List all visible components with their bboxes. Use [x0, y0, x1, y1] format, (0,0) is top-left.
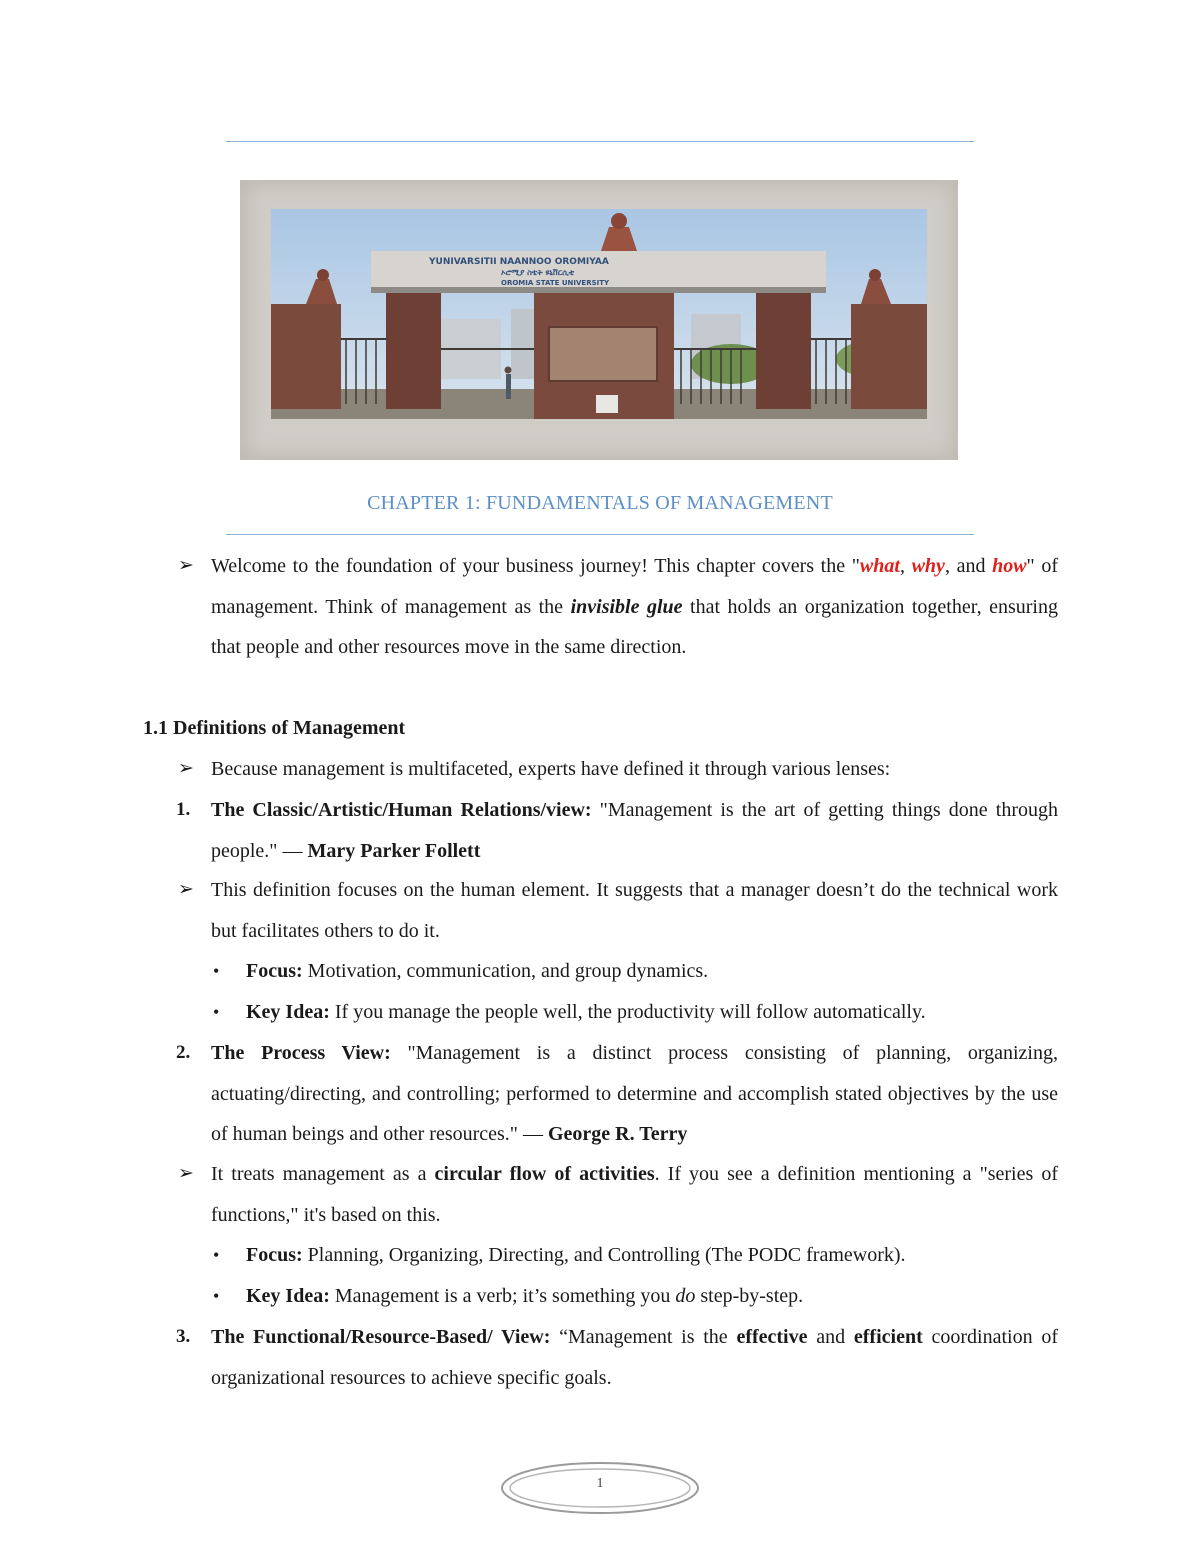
list-number: 3. [176, 1326, 191, 1347]
page-number-badge [499, 1460, 701, 1516]
definition-1-focus: Focus: Motivation, communication, and group dynamics. [246, 960, 709, 982]
definition-2: The Process View: "Management is a distinct process consisting of planning, organizing, actuating/directing, and controlling; performed to determine and accomplish stated objectives by the use of human beings and other resources." — George R. Terry [211, 1042, 1058, 1145]
list-number: 2. [176, 1042, 191, 1063]
intro-paragraph: Welcome to the foundation of your business journey! This chapter covers the "what, why, and how" of management. Think of management as the invisible glue that holds an organization together, ensuring that people and other resources move in the same direction. [211, 555, 1059, 658]
list-number: 1. [176, 799, 191, 820]
definition-1: The Classic/Artistic/Human Relations/view: "Management is the art of getting things done through people." — Mary Parker Follett [211, 799, 1058, 862]
bullet-icon: • [213, 1286, 220, 1306]
sign-line-3: OROMIA STATE UNIVERSITY [501, 279, 610, 287]
bullet-icon: • [213, 961, 220, 981]
bullet-icon: • [213, 1002, 220, 1022]
arrow-bullet-icon: ➢ [178, 879, 194, 900]
section-heading: 1.1 Definitions of Management [143, 717, 406, 739]
definition-2-focus: Focus: Planning, Organizing, Directing, and Controlling (The PODC framework). [246, 1244, 906, 1266]
bullet-icon: • [213, 1245, 220, 1265]
title-underline [226, 534, 974, 535]
definition-2-key-idea: Key Idea: Management is a verb; it’s something you do step-by-step. [246, 1285, 804, 1307]
definitions-lead: Because management is multifaceted, experts have defined it through various lenses: [211, 758, 891, 780]
sign-line-1: YUNIVARSITII NAANNOO OROMIYAA [429, 257, 609, 267]
arrow-bullet-icon: ➢ [178, 555, 194, 576]
page-number: 1 [596, 1476, 604, 1491]
definition-1-explanation: This definition focuses on the human element. It suggests that a manager doesn’t do the technical work but facilitates others to do it. [211, 879, 1058, 942]
definition-2-explanation: It treats management as a circular flow of activities. If you see a definition mentioning a "series of functions," it's based on this. [211, 1163, 1058, 1226]
definition-3: The Functional/Resource-Based/ View: “Management is the effective and efficient coordination of organizational resources to achieve specific goals. [211, 1326, 1058, 1389]
sign-line-2: ኦሮሚያ ስቴት ዩኒቨርሲቲ [501, 268, 574, 277]
chapter-title: CHAPTER 1: FUNDAMENTALS OF MANAGEMENT [367, 492, 833, 514]
arrow-bullet-icon: ➢ [178, 1163, 194, 1184]
arrow-bullet-icon: ➢ [178, 758, 194, 779]
top-divider [226, 141, 974, 142]
definition-1-key-idea: Key Idea: If you manage the people well, the productivity will follow automatically. [246, 1001, 926, 1023]
university-gate-photo [271, 209, 927, 419]
